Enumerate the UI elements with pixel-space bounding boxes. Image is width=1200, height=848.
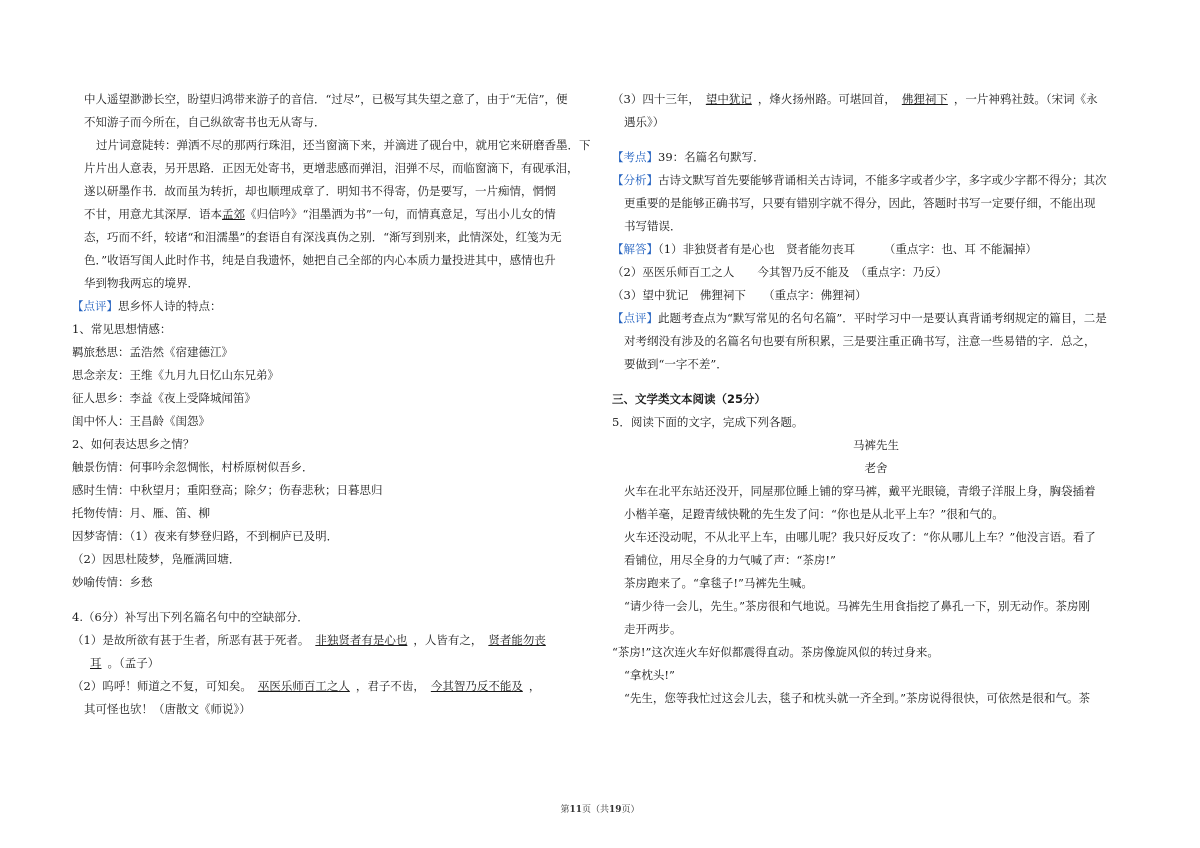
- story-line: 走开两步。: [624, 622, 682, 636]
- jieda-line: （2）巫医乐师百工之人 今其智乃反不能及 （重点字：乃反）: [612, 265, 948, 279]
- story-line: “茶房!”这次连火车好似都震得直动。茶房像旋风似的转过身来。: [612, 645, 939, 659]
- answer-blank: 望中犹记: [705, 92, 752, 106]
- paragraph-line: 不甘，用意尤其深厚．语本孟郊《归信吟》“泪墨洒为书”一句，而情真意足，写出小儿女的情: [84, 207, 556, 221]
- fenxi-tag: 【分析】: [612, 173, 658, 187]
- jieda-tag: 【解答】: [612, 242, 658, 256]
- kaodian-line: 【考点】39：名篇名句默写．: [612, 150, 765, 164]
- page-footer: 第11页（共19页）: [560, 805, 640, 815]
- question-line: 耳 。（孟子）: [72, 652, 600, 675]
- question-line: （2）呜呼！师道之不复，可知矣。 巫医乐师百工之人 ，君子不齿， 今其智乃反不能及 ，: [72, 679, 541, 693]
- page-number: 11: [569, 805, 582, 815]
- paragraph-line: 过片词意陡转：弹洒不尽的那两行珠泪，还当窗滴下来，并滴进了砚台中，就用它来研磨香墨．下: [96, 138, 591, 152]
- page-total: 19: [609, 805, 622, 815]
- list-item: 征人思乡：李益《夜上受降城闻笛》: [72, 391, 256, 405]
- answer-blank: 贤者能勿丧: [488, 633, 546, 647]
- list-item: 1、常见思想情感：: [72, 322, 172, 336]
- paragraph-line: 不知游子而今所在，自己纵欲寄书也无从寄与．: [84, 115, 326, 129]
- fenxi-line: 书写错误．: [624, 219, 682, 233]
- story-line: 火车在北平东站还没开，同屋那位睡上铺的穿马裤，戴平光眼镜，青缎子洋服上身，胸袋插着: [624, 484, 1096, 498]
- fenxi-line: 【分析】古诗文默写首先要能够背诵相关古诗词，不能多字或者少字，多字或少字都不得分；其次: [612, 173, 1107, 187]
- author-underlined: 孟郊: [222, 207, 245, 221]
- question-line: （1）是故所欲有甚于生者，所恶有甚于死者。 非独贤者有是心也 ，人皆有之， 贤者能勿丧: [72, 629, 600, 652]
- list-item: 因梦寄情：（1）夜来有梦登归路，不到桐庐已及明．: [72, 529, 339, 543]
- answer-blank: 非独贤者有是心也: [315, 633, 408, 647]
- answer-blank: 巫医乐师百工之人: [257, 679, 350, 693]
- left-column: [72, 88, 600, 721]
- paragraph-line: 色．”收语写闺人此时作书，纯是自我遗怀，她把自己全部的内心本质力量投进其中，感情也升: [84, 253, 556, 267]
- story-line: 小楷羊毫，足蹬青绒快靴的先生发了问：“你也是从北平上车？”很和气的。: [624, 507, 1004, 521]
- paragraph-line: 态，巧而不纤，较诸“和泪濡墨”的套语自有深浅真伪之别．“渐写到别来，此情深处，红笺为无: [84, 230, 562, 244]
- list-item: 思念亲友：王维《九月九日忆山东兄弟》: [72, 368, 279, 382]
- comment-tag: 【点评】: [72, 299, 118, 313]
- list-item: 2、如何表达思乡之情？: [72, 437, 195, 451]
- question-line: 其可怪也欤！（唐散文《师说》）: [84, 702, 251, 716]
- section-heading: 三、文学类文本阅读（25分）: [612, 392, 767, 406]
- comment-line: 【点评】思乡怀人诗的特点：: [72, 299, 222, 313]
- story-author: 老舍: [864, 461, 888, 475]
- paragraph-line: 华到物我两忘的境界．: [84, 276, 199, 290]
- story-line: 看铺位，用尽全身的力气喊了声：“茶房!”: [624, 553, 836, 567]
- answer-blank: 今其智乃反不能及: [430, 679, 523, 693]
- question-5-title: 5．阅读下面的文字，完成下列各题。: [612, 415, 804, 429]
- story-title: 马裤先生: [853, 438, 899, 452]
- list-item: 闺中怀人：王昌龄《闺怨》: [72, 414, 210, 428]
- dianping-line: 要做到“一字不差”．: [624, 357, 728, 371]
- list-item: （2）因思杜陵梦，凫雁满回塘．: [72, 552, 241, 566]
- dianping-line: 【点评】此题考查点为“默写常见的名句名篇”．平时学习中一是要认真背诵考纲规定的篇目，二是: [612, 311, 1107, 325]
- question-line: （3）四十三年， 望中犹记 ，烽火扬州路。可堪回首， 佛狸祠下 ，一片神鸦社鼓。（宋词《永: [612, 92, 1098, 106]
- fenxi-line: 更重要的是能够正确书写，只要有错别字就不得分，因此，答题时书写一定要仔细，不能出现: [624, 196, 1096, 210]
- story-line: 茶房跑来了。“拿毯子!”马裤先生喊。: [624, 576, 813, 590]
- right-column: [612, 88, 1140, 710]
- list-item: 托物传情：月、雁、笛、柳: [72, 506, 210, 520]
- paragraph-line: 中人遥望渺渺长空，盼望归鸿带来游子的音信．“过尽”，已极写其失望之意了，由于“无信”，便: [84, 92, 568, 106]
- story-line: “请少待一会儿，先生。”茶房很和气地说。马裤先生用食指挖了鼻孔一下，别无动作。茶房刚: [624, 599, 1091, 613]
- list-item: 妙喻传情：乡愁: [72, 575, 153, 589]
- jieda-line: 【解答】（1）非独贤者有是心也 贤者能勿丧耳 （重点字：也、耳 不能漏掉）: [612, 242, 1037, 256]
- paragraph-line: 片片出人意表，另开思路．正因无处寄书，更增悲感而弹泪，泪弹不尽，而临窗滴下，有砚承泪，: [84, 161, 579, 175]
- story-line: “先生，您等我忙过这会儿去，毯子和枕头就一齐全到。”茶房说得很快，可依然是很和气。茶: [624, 691, 1091, 705]
- list-item: 感时生情：中秋望月；重阳登高；除夕；伤春悲秋；日暮思归: [72, 483, 383, 497]
- jieda-line: （3）望中犹记 佛狸祠下 （重点字：佛狸祠）: [612, 288, 867, 302]
- paragraph-line: 遂以研墨作书．故而虽为转折，却也顺理成章了．明知书不得寄，仍是要写，一片痴情，惘惘: [84, 184, 556, 198]
- answer-blank: 佛狸祠下: [901, 92, 948, 106]
- list-item: 触景伤情：何事吟余忽惆怅，村桥原树似吾乡．: [72, 460, 314, 474]
- question-line: 遇乐》）: [624, 115, 665, 129]
- story-line: 火车还没动呢，不从北平上车，由哪儿呢？我只好反攻了：“你从哪儿上车？”他没言语。看了: [624, 530, 1096, 544]
- answer-blank: 耳: [90, 656, 102, 670]
- dianping-line: 对考纲没有涉及的名篇名句也要有所积累，三是要注重正确书写，注意一些易错的字．总之，: [624, 334, 1096, 348]
- story-line: “拿枕头!”: [624, 668, 675, 682]
- kaodian-tag: 【考点】: [612, 150, 658, 164]
- dianping-tag: 【点评】: [612, 311, 658, 325]
- question-4-title: 4.（6分）补写出下列名篇名句中的空缺部分．: [72, 610, 309, 624]
- list-item: 羁旅愁思：孟浩然《宿建德江》: [72, 345, 233, 359]
